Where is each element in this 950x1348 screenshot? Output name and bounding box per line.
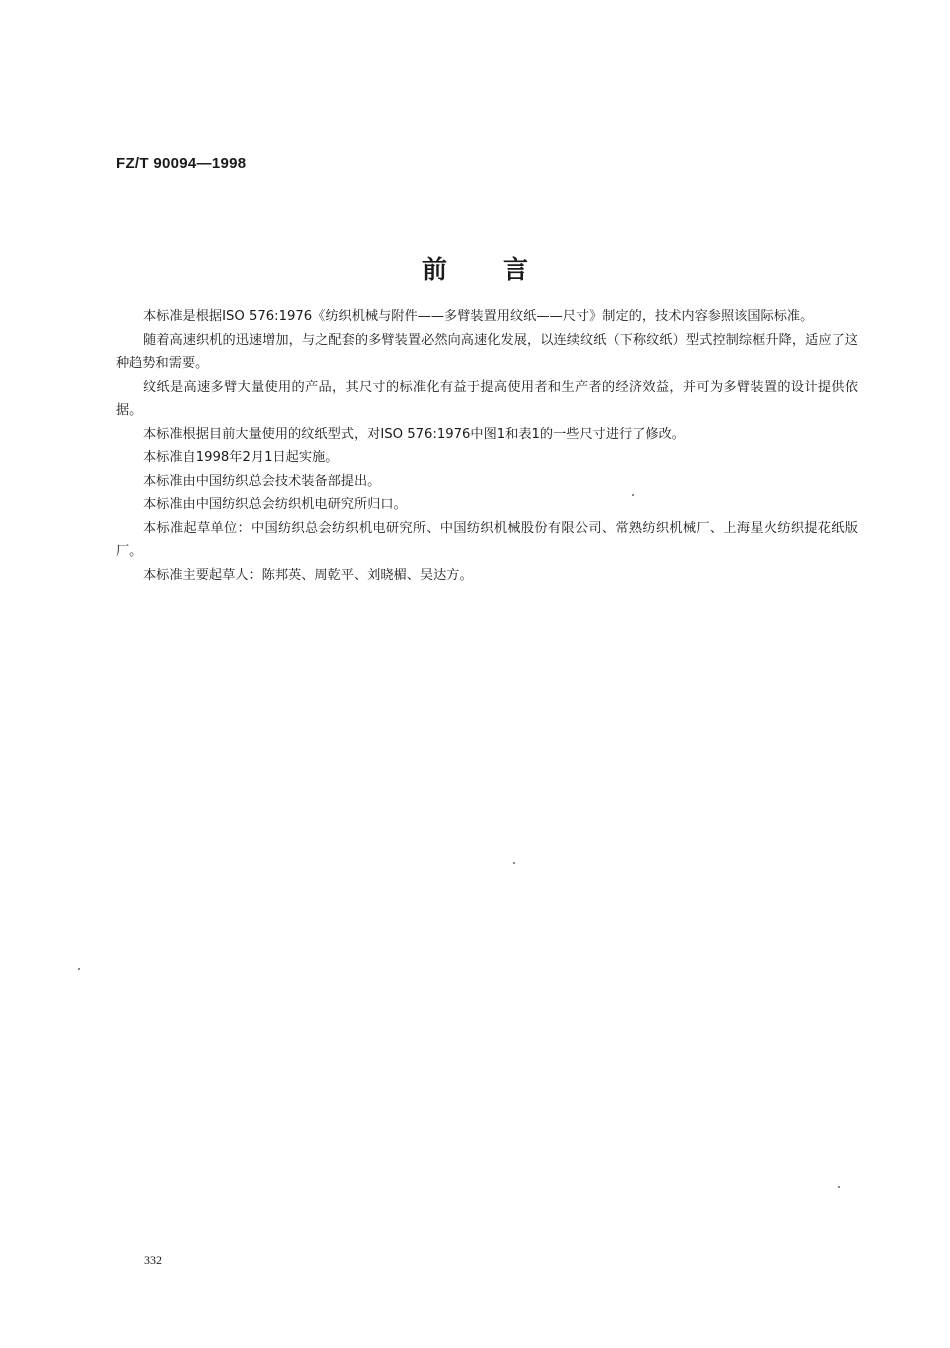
paragraph: 本标准由中国纺织总会技术装备部提出。	[143, 473, 381, 489]
scan-speck	[632, 494, 634, 496]
page-number: 332	[144, 1253, 162, 1267]
standard-code: FZ/T 90094—1998	[116, 155, 247, 172]
paragraph: 本标准起草单位：中国纺织总会纺织机电研究所、中国纺织机械股份有限公司、常熟纺织机械厂、上海星火纺织提花纸版厂。	[116, 520, 858, 559]
scan-speck	[78, 968, 80, 970]
foreword-body	[116, 305, 858, 587]
scan-speck	[513, 862, 515, 864]
paragraph: 本标准主要起草人：陈邦英、周乾平、刘晓楣、吴达方。	[143, 567, 473, 583]
paragraph: 随着高速织机的迅速增加，与之配套的多臂装置必然向高速化发展，以连续纹纸（下称纹纸）型式控制综框升降，适应了这种趋势和需要。	[116, 332, 858, 371]
paragraph: 纹纸是高速多臂大量使用的产品，其尺寸的标准化有益于提高使用者和生产者的经济效益，并可为多臂装置的设计提供依据。	[116, 379, 858, 418]
paragraph: 本标准根据目前大量使用的纹纸型式，对ISO 576:1976中图1和表1的一些尺寸进行了修改。	[143, 426, 685, 442]
paragraph: 本标准自1998年2月1日起实施。	[143, 450, 339, 465]
page-title	[0, 250, 950, 286]
paragraph: 本标准由中国纺织总会纺织机电研究所归口。	[143, 497, 407, 512]
scan-speck	[838, 1186, 840, 1188]
title-char-1: 前	[421, 255, 447, 284]
title-char-2: 言	[503, 255, 529, 284]
paragraph: 本标准是根据ISO 576:1976《纺织机械与附件——多臂装置用纹纸——尺寸》制定的，技术内容参照该国际标准。	[143, 309, 814, 324]
